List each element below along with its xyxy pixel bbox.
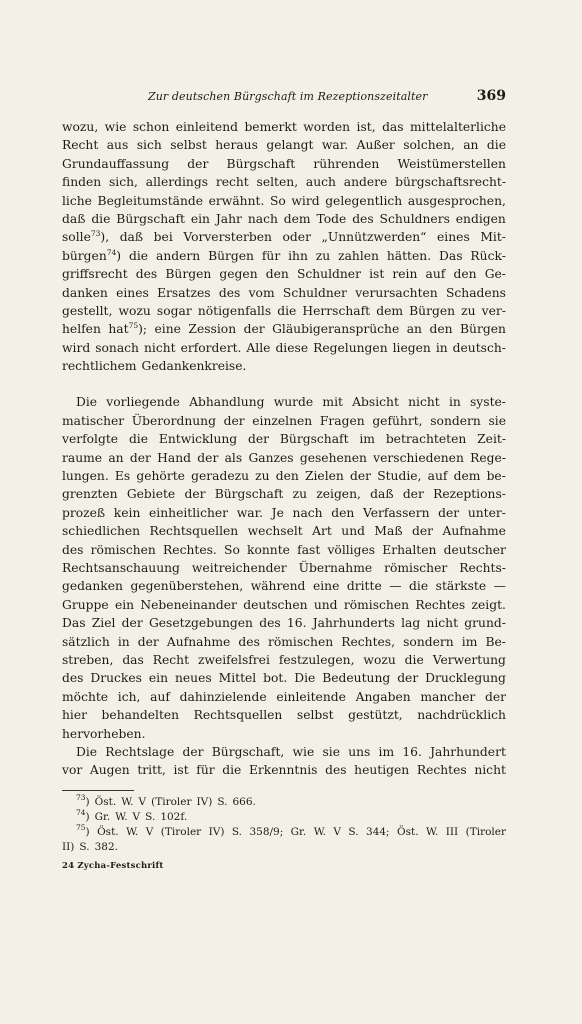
text-line: Die vorliegende Abhandlung wurde mit Absicht nicht in syste- [76, 395, 506, 410]
text-line: bürgen$^{74}$) die andern Bürgen für ihn zu zahlen hätten. Das Rück- [62, 247, 506, 263]
text-line: hier behandelten Rechtsquellen selbst gestützt, nachdrücklich [62, 708, 506, 723]
page-number: 369 [476, 88, 506, 104]
footnote: II) S. 382. [62, 840, 118, 853]
text-line: matischer Überordnung der einzelnen Fragen geführt, sondern sie [62, 413, 506, 428]
text-line: möchte ich, auf dahinzielende einleitende Angaben mancher der [62, 689, 506, 704]
text-line: Rechtsanschauung weitreichender Übernahme römischer Rechts- [62, 560, 506, 575]
text-line: danken eines Ersatzes des vom Schuldner verursachten Schadens [62, 285, 506, 300]
paragraph [62, 743, 506, 780]
text-line: wozu, wie schon einleitend bemerkt worden ist, das mittelalterliche [62, 120, 506, 134]
text-line: des römischen Rechtes. So konnte fast völliges Erhalten deutscher [62, 542, 506, 557]
text-line: schiedlichen Rechtsquellen wechselt Art und Maß der Aufnahme [62, 524, 506, 539]
text-line: streben, das Recht zweifelsfrei festzulegen, wozu die Verwertung [62, 652, 506, 667]
text-line: wird sonach nicht erfordert. Alle diese Regelungen liegen in deutsch- [62, 340, 506, 355]
text-line: Die Rechtslage der Bürgschaft, wie sie uns im 16. Jahrhundert [76, 744, 506, 759]
text-line: des Druckes ein neues Mittel bot. Die Bedeutung der Drucklegung [62, 671, 506, 686]
text-line: gestellt, wozu sogar nötigenfalls die Herrschaft dem Bürgen zu ver- [62, 303, 506, 318]
printer-signature: 24 Zycha-Festschrift [62, 860, 164, 871]
text-line: prozeß kein einheitlicher war. Je nach den Verfassern der unter- [62, 505, 506, 520]
text-line: liche Begleitumstände erwähnt. So wird gelegentlich ausgesprochen, [62, 193, 506, 208]
footnote: $^{74}$) Gr. W. V S. 102f. [76, 807, 188, 823]
text-line: vor Augen tritt, ist für die Erkenntnis des heutigen Rechtes nicht [62, 763, 506, 778]
page-header [62, 88, 506, 110]
text-line: raume an der Hand der als Ganzes gesehenen verschiedenen Rege- [62, 450, 506, 465]
book-page [62, 88, 506, 871]
text-line: verfolgte die Entwicklung der Bürgschaft im betrachteten Zeit- [62, 432, 506, 447]
text-line: Gruppe ein Nebeneinander deutschen und römischen Rechtes zeigt. [62, 597, 506, 612]
running-title: Zur deutschen Bürgschaft im Rezeptionszeitalter [148, 90, 428, 103]
text-line: sätzlich in der Aufnahme des römischen Rechtes, sondern im Be- [62, 634, 506, 649]
text-line: lungen. Es gehörte geradezu zu den Zielen der Studie, auf dem be- [62, 469, 506, 484]
footnotes [62, 792, 506, 855]
text-line: griffsrecht des Bürgen gegen den Schuldner ist rein auf den Ge- [62, 267, 506, 282]
text-line: solle$^{73}$), daß bei Vorversterben oder „Unnützwerden“ eines Mit- [62, 229, 506, 245]
text-line: Grundauffassung der Bürgschaft rührenden Weistümerstellen [62, 156, 506, 171]
text-line: helfen hat$^{75}$); eine Zession der Gläubigeransprüche an den Bürgen [62, 321, 506, 337]
footnote: $^{75}$) Öst. W. V (Tiroler IV) S. 358/9; Gr. W. V S. 344; Öst. W. III (Tiroler [76, 822, 506, 838]
paragraph [62, 118, 506, 375]
text-line: rechtlichem Gedankenkreise. [62, 359, 247, 374]
body-text [62, 118, 506, 780]
text-line: gedanken gegenüberstehen, während eine dritte — die stärkste — [62, 579, 506, 594]
text-line: Das Ziel der Gesetzgebungen des 16. Jahrhunderts lag nicht grund- [62, 616, 506, 631]
text-line: hervorheben. [62, 726, 146, 741]
text-line: Recht aus sich selbst heraus gelangt war. Außer solchen, an die [62, 138, 506, 153]
footnote: $^{73}$) Öst. W. V (Tiroler IV) S. 666. [76, 792, 256, 808]
footnote-separator [62, 790, 134, 791]
paragraph [62, 393, 506, 742]
text-line: finden sich, allerdings recht selten, auch andere bürgschaftsrecht- [62, 175, 506, 190]
text-line: daß die Bürgschaft ein Jahr nach dem Tode des Schuldners endigen [62, 211, 506, 226]
text-line: grenzten Gebiete der Bürgschaft zu zeigen, daß der Rezeptions- [62, 487, 506, 502]
